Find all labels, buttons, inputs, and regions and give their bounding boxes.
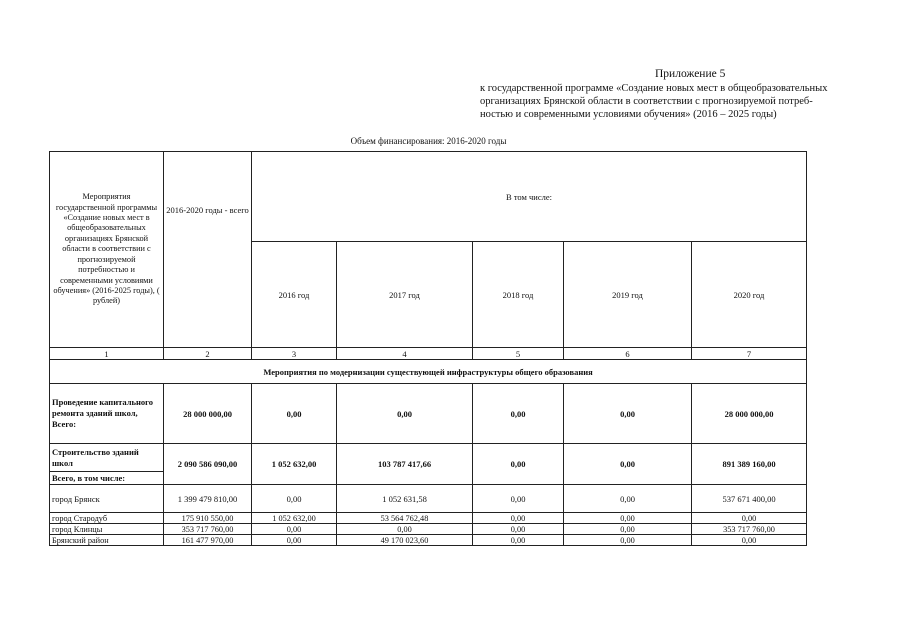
cell-value: 103 787 417,66 xyxy=(337,444,473,485)
cell-value: 353 717 760,00 xyxy=(692,524,807,535)
table-row xyxy=(50,535,807,546)
appendix-line: к государственной программе «Создание новых мест в общеобразовательных xyxy=(480,83,828,94)
cell-value: 28 000 000,00 xyxy=(164,384,252,444)
header-measures: Мероприятия государственной программы «Создание новых мест в общеобразовательных организациях Брянской области в соответствии с прогнозируемой потребностью и современными условиями обучения» (2016-2025 годы), ( рублей) xyxy=(50,152,164,348)
row-label: Брянский район xyxy=(50,535,164,546)
cell-value: 0,00 xyxy=(473,384,564,444)
cell-value: 53 564 762,48 xyxy=(337,513,473,524)
cell-value: 0,00 xyxy=(564,535,692,546)
header-total: 2016-2020 годы - всего xyxy=(164,152,252,348)
financing-table xyxy=(49,151,807,546)
table-row xyxy=(50,513,807,524)
column-number: 7 xyxy=(692,348,807,360)
column-number: 5 xyxy=(473,348,564,360)
cell-value: 891 389 160,00 xyxy=(692,444,807,485)
cell-value: 175 910 550,00 xyxy=(164,513,252,524)
cell-value: 537 671 400,00 xyxy=(692,485,807,513)
cell-value: 0,00 xyxy=(337,384,473,444)
cell-value: 0,00 xyxy=(473,524,564,535)
column-number: 4 xyxy=(337,348,473,360)
cell-value: 0,00 xyxy=(564,444,692,485)
header-year: 2016 год xyxy=(252,242,337,348)
row-label: Проведение капитального ремонта зданий школ, Всего: xyxy=(50,384,164,444)
header-row xyxy=(50,152,807,242)
cell-value: 0,00 xyxy=(252,485,337,513)
header-year: 2019 год xyxy=(564,242,692,348)
cell-value: 0,00 xyxy=(473,513,564,524)
appendix-title: Приложение 5 xyxy=(655,68,726,80)
cell-value: 0,00 xyxy=(692,535,807,546)
construction-row xyxy=(50,444,807,472)
table-row xyxy=(50,524,807,535)
cell-value: 1 052 631,58 xyxy=(337,485,473,513)
cell-value: 0,00 xyxy=(473,444,564,485)
row-label: Строительство зданий школ xyxy=(50,444,164,472)
capital-repair-row xyxy=(50,384,807,444)
row-label: Всего, в том числе: xyxy=(50,472,164,485)
cell-value: 0,00 xyxy=(473,485,564,513)
section-title: Мероприятия по модернизации существующей инфраструктуры общего образования xyxy=(50,360,807,384)
header-year: 2018 год xyxy=(473,242,564,348)
column-number: 6 xyxy=(564,348,692,360)
cell-value: 353 717 760,00 xyxy=(164,524,252,535)
cell-value: 0,00 xyxy=(337,524,473,535)
cell-value: 0,00 xyxy=(564,384,692,444)
appendix-line: организациях Брянской области в соответствии с прогнозируемой потреб- xyxy=(480,96,813,108)
cell-value: 2 090 586 090,00 xyxy=(164,444,252,485)
cell-value: 0,00 xyxy=(252,535,337,546)
cell-value: 0,00 xyxy=(692,513,807,524)
financing-caption: Объем финансирования: 2016-2020 годы xyxy=(350,136,507,146)
appendix-description xyxy=(480,82,875,122)
cell-value: 49 170 023,60 xyxy=(337,535,473,546)
appendix-line: ностью и современными условиями обучения» (2016 – 2025 годы) xyxy=(480,109,777,121)
section-row xyxy=(50,360,807,384)
cell-value: 0,00 xyxy=(564,513,692,524)
cell-value: 0,00 xyxy=(473,535,564,546)
row-label: город Клинцы xyxy=(50,524,164,535)
column-number: 1 xyxy=(50,348,164,360)
cell-value: 0,00 xyxy=(564,524,692,535)
table-row xyxy=(50,485,807,513)
row-label: город Брянск xyxy=(50,485,164,513)
header-year: 2017 год xyxy=(337,242,473,348)
cell-value: 1 052 632,00 xyxy=(252,513,337,524)
cell-value: 161 477 970,00 xyxy=(164,535,252,546)
header-in-that: В том числе: xyxy=(252,152,807,242)
cell-value: 0,00 xyxy=(564,485,692,513)
cell-value: 28 000 000,00 xyxy=(692,384,807,444)
cell-value: 0,00 xyxy=(252,384,337,444)
column-numbers-row xyxy=(50,348,807,360)
cell-value: 0,00 xyxy=(252,524,337,535)
cell-value: 1 052 632,00 xyxy=(252,444,337,485)
column-number: 3 xyxy=(252,348,337,360)
row-label: город Стародуб xyxy=(50,513,164,524)
cell-value: 1 399 479 810,00 xyxy=(164,485,252,513)
column-number: 2 xyxy=(164,348,252,360)
header-year: 2020 год xyxy=(692,242,807,348)
